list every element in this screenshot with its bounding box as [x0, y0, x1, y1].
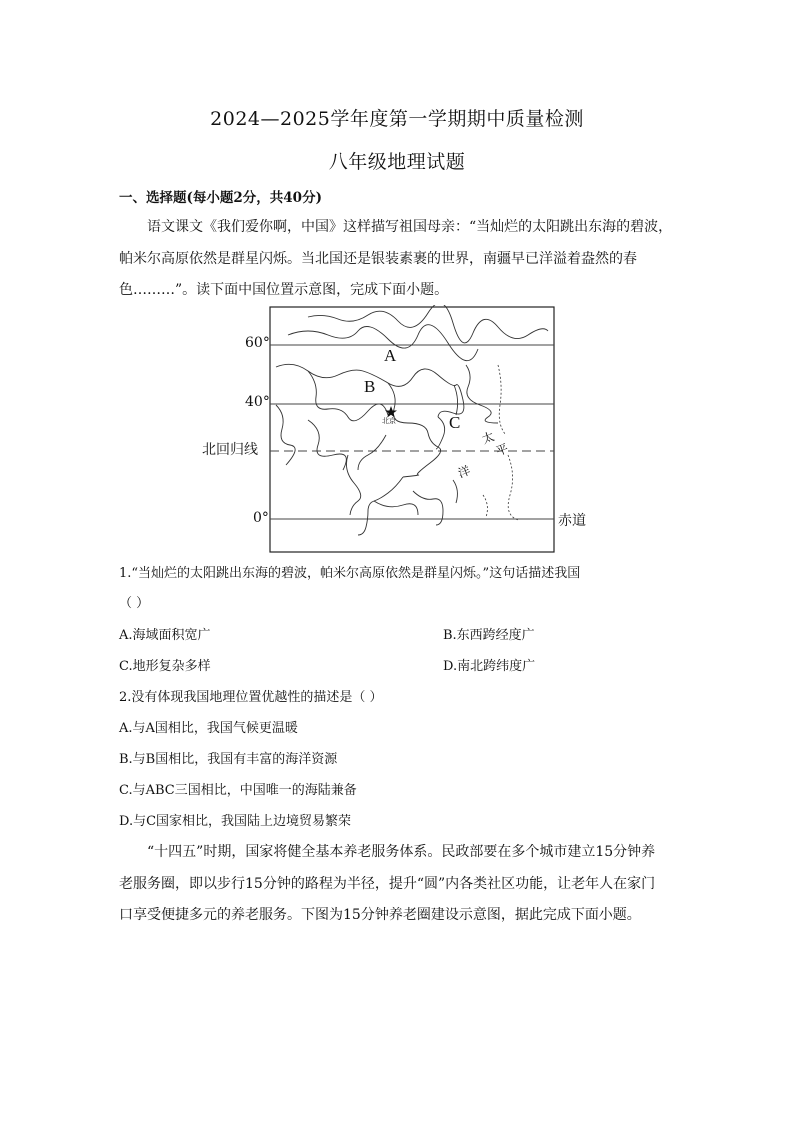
- passage1-line3: 色………”。读下面中国位置示意图，完成下面小题。: [119, 282, 449, 298]
- q2-option-c[interactable]: C.与ABC三国相比，中国唯一的海陆兼备: [119, 783, 357, 798]
- lat-0-label: 0°: [253, 510, 269, 526]
- page-title: 2024—2025学年度第一学期期中质量检测: [210, 108, 584, 130]
- q2-stem: 2.没有体现我国地理位置优越性的描述是（ ）: [119, 690, 383, 705]
- passage2-line3: 口享受便捷多元的养老服务。下图为15分钟养老圈建设示意图，据此完成下面小题。: [119, 907, 641, 923]
- passage1-line1: 语文课文《我们爱你啊，中国》这样描写祖国母亲：“当灿烂的太阳跳出东海的碧波，: [147, 219, 673, 235]
- pacific-label-2: 平: [494, 441, 511, 459]
- lat-60-label: 60°: [245, 335, 270, 351]
- passage2-line1: “十四五”时期，国家将健全基本养老服务体系。民政部要在多个城市建立15分钟养: [147, 844, 656, 860]
- passage1-line2: 帕米尔高原依然是群星闪烁。当北国还是银装素裹的世界，南疆早已洋溢着盎然的春: [119, 251, 637, 267]
- lat-40-label: 40°: [245, 394, 270, 410]
- china-location-map: [198, 305, 598, 555]
- passage2-line2: 老服务圈，即以步行15分钟的路程为半径，提升“圆”内各类社区功能，让老年人在家门: [119, 876, 656, 892]
- q2-option-d[interactable]: D.与C国家相比，我国陆上边境贸易繁荣: [119, 814, 352, 829]
- q1-option-a[interactable]: A.海域面积宽广: [119, 628, 211, 643]
- pacific-label-1: 太: [480, 429, 497, 447]
- q1-blank: （ ）: [119, 596, 150, 611]
- page-subtitle: 八年级地理试题: [328, 151, 466, 173]
- q2-option-a[interactable]: A.与A国相比，我国气候更温暖: [119, 721, 298, 736]
- q1-option-b[interactable]: B.东西跨经度广: [443, 628, 535, 643]
- beijing-label: 北京: [382, 417, 396, 425]
- tropic-of-cancer-label: 北回归线: [202, 442, 258, 458]
- country-a-label: A: [384, 346, 397, 365]
- pacific-label-3: 洋: [456, 463, 473, 481]
- equator-label: 赤道: [558, 513, 586, 529]
- q1-option-d[interactable]: D.南北跨纬度广: [443, 659, 536, 674]
- q2-option-b[interactable]: B.与B国相比，我国有丰富的海洋资源: [119, 752, 338, 767]
- q1-option-c[interactable]: C.地形复杂多样: [119, 659, 211, 674]
- country-c-label: C: [449, 413, 461, 432]
- section-heading: 一、选择题(每小题2分，共40分): [119, 190, 322, 206]
- country-b-label: B: [364, 377, 376, 396]
- q1-stem: 1.“当灿烂的太阳跳出东海的碧波，帕米尔高原依然是群星闪烁。”这句话描述我国: [119, 566, 581, 581]
